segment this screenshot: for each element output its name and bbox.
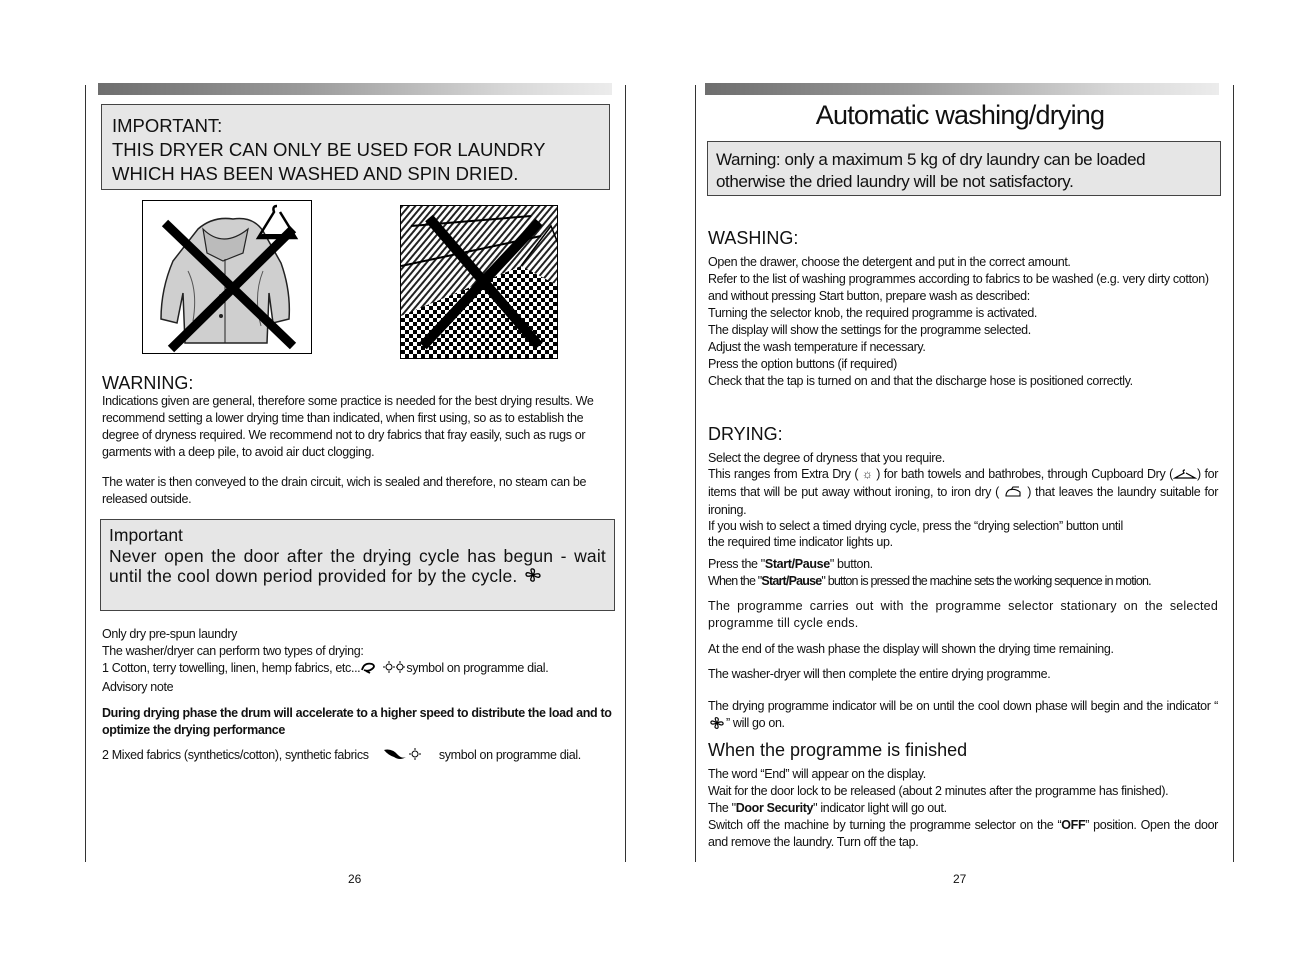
right-page-right-border (1233, 85, 1234, 862)
drying-l2d: ) that leaves the laundry suitable for ironing. (708, 485, 1219, 517)
line-cotton (102, 660, 612, 679)
important-line3: WHICH HAS BEEN WASHED AND SPIN DRIED. (112, 163, 519, 184)
finished-l4 (708, 817, 1218, 851)
drying-l2 (708, 466, 1218, 518)
line-mixed-text: 2 Mixed fabrics (synthetics/cotton), synthetic fabrics (102, 748, 369, 762)
drying-l3: If you wish to select a timed drying cycle, press the “drying selection” button until (708, 519, 1123, 533)
when-a: When the " (708, 574, 762, 588)
drying-l2a: This ranges from Extra Dry ( (708, 467, 859, 481)
important2-title: Important (109, 525, 183, 545)
warning-box-line1: Warning: only a maximum 5 kg of dry laundry can be loaded (716, 150, 1146, 169)
line-prespun: Only dry pre-spun laundry (102, 627, 238, 641)
when-start-line (708, 573, 1218, 590)
washing-line: Open the drawer, choose the detergent and put in the correct amount. (708, 255, 1071, 269)
bold-note (102, 705, 612, 739)
warning-para2-text: The water is then conveyed to the drain circuit, wich is sealed and therefore, no steam can be released outside. (102, 475, 587, 506)
when-b: Start/Pause (761, 574, 822, 588)
when-c: " button is pressed the machine sets the working sequence in motion. (821, 574, 1151, 588)
page-number-right: 27 (953, 872, 967, 886)
drying-p4 (708, 698, 1218, 735)
important2-body-text: Never open the door after the drying cycle has begun - wait until the cool down period provided for by the cycle. (109, 545, 606, 586)
finished-l4c: ” position. Open the door and remove the laundry. Turn off the tap. (708, 818, 1218, 849)
left-page-right-border (625, 85, 626, 862)
washing-line: The display will show the settings for the programme selected. (708, 323, 1031, 337)
press-start (708, 556, 1218, 590)
press-a: Press the " (708, 557, 765, 571)
washing-line: Refer to the list of washing programmes according to fabrics to be washed (e.g. very dirty cotton) and without pressing Start button, prepare wash as described: (708, 272, 1209, 303)
sun-icon: ☼ (861, 467, 873, 481)
finished-text (708, 766, 1218, 851)
line-mixed (102, 747, 622, 766)
press-b: Start/Pause (764, 557, 830, 571)
drying-l2b: ) for bath towels and bathrobes, through Cupboard Dry ( (876, 467, 1173, 481)
line-cotton-text: 1 Cotton, terry towelling, linen, hemp fabrics, etc... (102, 661, 361, 675)
line-two-types: The washer/dryer can perform two types of drying: (102, 644, 364, 658)
important-line1: IMPORTANT: (112, 115, 223, 136)
fan-icon (523, 567, 543, 588)
drying-p3: The washer-dryer will then complete the entire drying programme. (708, 667, 1051, 681)
drying-p4b: ” will go on. (726, 716, 785, 730)
right-page-left-border (695, 85, 696, 862)
important-box (101, 104, 610, 190)
drying-p2: At the end of the wash phase the display will shown the drying time remaining. (708, 642, 1114, 656)
finished-heading: When the programme is finished (708, 740, 968, 760)
important2-body (109, 546, 606, 588)
drying-l2c: ) for items that will be put away without ironing, to iron dry ( (708, 467, 1219, 499)
press-start-line (708, 556, 1218, 573)
page-title: Automatic washing/drying (815, 100, 1105, 130)
important-line2: THIS DRYER CAN ONLY BE USED FOR LAUNDRY (112, 139, 546, 160)
washing-heading: WASHING: (708, 228, 799, 248)
washing-text (708, 254, 1218, 390)
finished-l3 (708, 800, 1218, 817)
drying-heading: DRYING: (708, 424, 783, 444)
hanger-icon (252, 200, 302, 249)
right-header-bar (705, 83, 1219, 95)
finished-l4a: Switch off the machine by turning the programme selector on the “ (708, 818, 1062, 832)
left-header-bar (98, 83, 612, 95)
finished-l2: Wait for the door lock to be released (about 2 minutes after the programme has finished). (708, 784, 1169, 798)
line-mixed-symbol-text: symbol on programme dial. (438, 748, 581, 762)
drying-p4a: The drying programme indicator will be on until the cool down phase will begin and the indicator “ (708, 699, 1218, 713)
warning-heading: WARNING: (102, 373, 194, 393)
left-lines (102, 626, 612, 696)
drying-l4: the required time indicator lights up. (708, 535, 893, 549)
drying-p1: The programme carries out with the programme selector stationary on the selected programme till cycle ends. (708, 599, 1218, 630)
hanger-small-icon (1173, 468, 1197, 484)
iron-icon (1003, 486, 1023, 502)
press-c: " button. (829, 557, 873, 571)
page-number-left: 26 (348, 872, 362, 886)
warning-para1 (102, 393, 612, 461)
warning-para2 (102, 474, 612, 508)
line-cotton-symbol-text: symbol on programme dial. (406, 661, 549, 675)
cotton-symbol-icon (360, 660, 406, 679)
washing-line: Press the option buttons (if required) (708, 357, 897, 371)
important2-box (100, 519, 615, 611)
finished-l1: The word “End” will appear on the display. (708, 767, 926, 781)
washing-line: Turning the selector knob, the required programme is activated. (708, 306, 1038, 320)
rug-image (400, 205, 558, 359)
finished-l4b: OFF (1061, 818, 1086, 832)
line-advisory: Advisory note (102, 680, 174, 694)
left-page-left-border (85, 85, 86, 862)
washing-line: Check that the tap is turned on and that the discharge hose is positioned correctly. (708, 374, 1133, 388)
bold-note-text: During drying phase the drum will accelerate to a higher speed to distribute the load and to optimize the drying performance (102, 706, 612, 737)
drying-l1: Select the degree of dryness that you require. (708, 451, 945, 465)
warning-box (707, 141, 1221, 196)
finished-l3a: The " (708, 801, 736, 815)
washing-line: Adjust the wash temperature if necessary. (708, 340, 926, 354)
leaf-symbol-icon (382, 747, 422, 766)
drying-text (708, 450, 1218, 550)
fan-small-icon (708, 716, 726, 735)
finished-l3b: Door Security (735, 801, 814, 815)
warning-para1-text: Indications given are general, therefore some practice is needed for the best drying results. We recommend setting a lower drying time than indicated, when first using, so as to establish the degree of dryness required. We recommend not to dry fabrics that fray easily, such as rugs or garments with a deep pile, to avoid air duct clogging. (102, 394, 594, 459)
finished-l3c: " indicator light will go out. (813, 801, 947, 815)
warning-box-line2: otherwise the dried laundry will be not satisfactory. (716, 172, 1074, 191)
